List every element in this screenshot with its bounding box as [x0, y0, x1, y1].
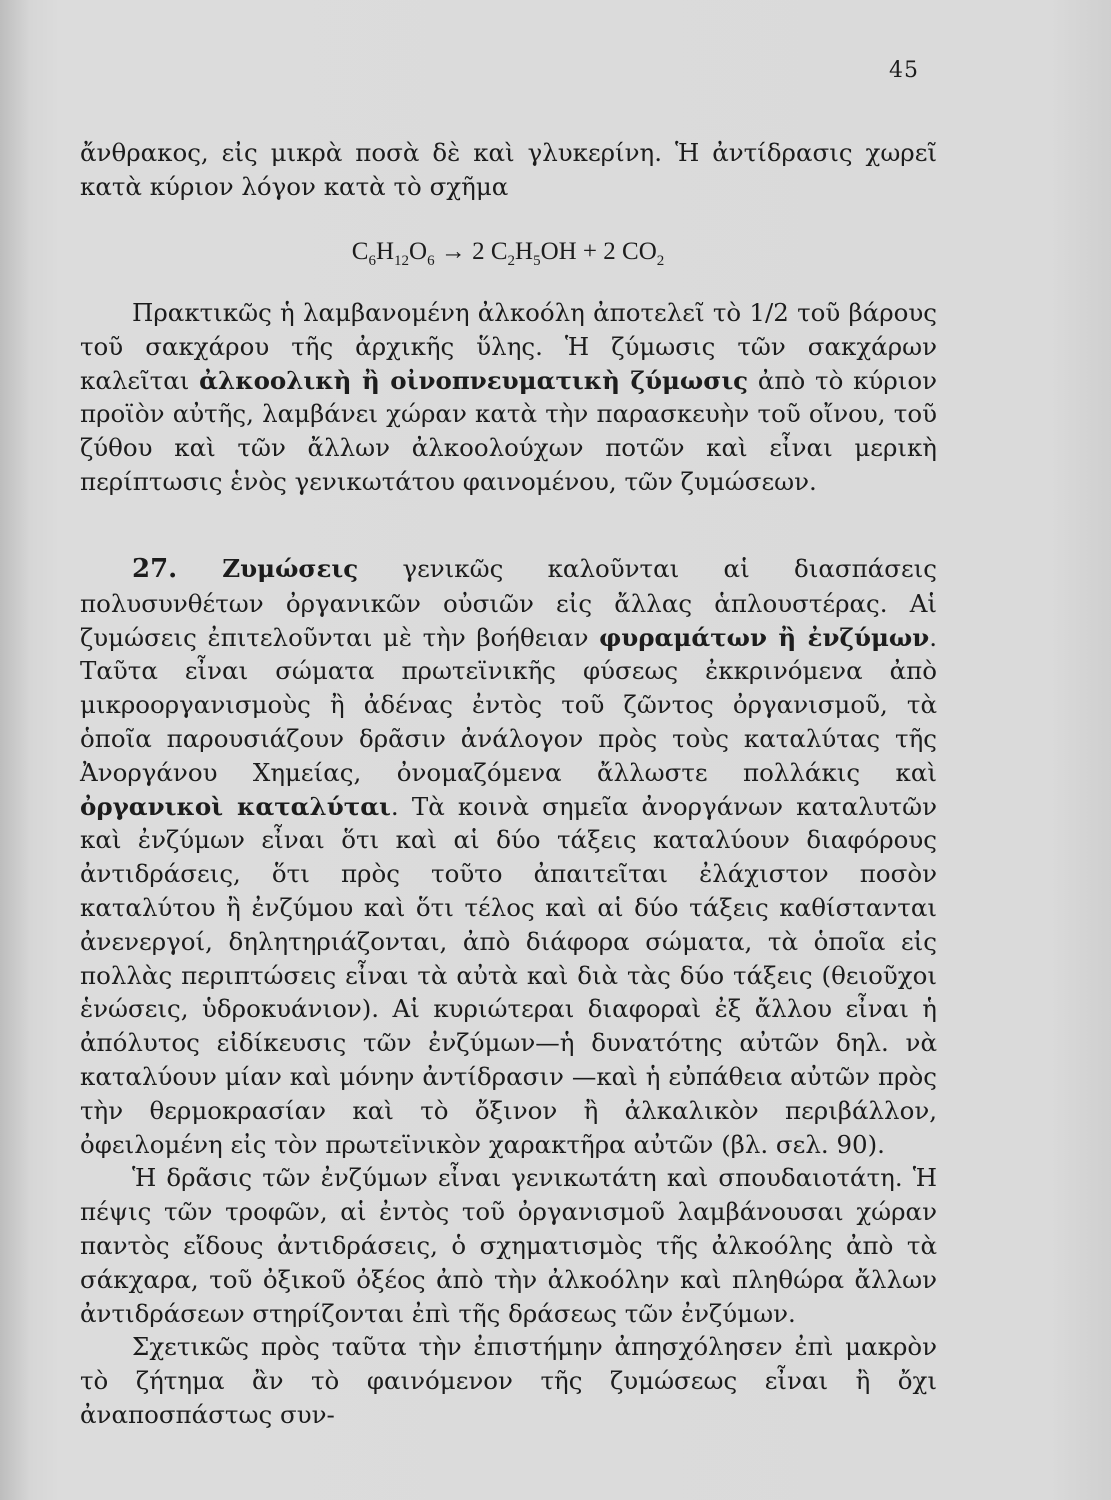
- text-run: . Ταῦτα εἶναι σώματα πρωτεϊνικῆς φύσεως ἐκκρινόμενα ἀπὸ μικροοργανισμοὺς ἢ ἀδένας ἐντὸς τοῦ ζῶντος ὀργανισμοῦ, τὰ ὁποῖα παρουσιάζουν δρᾶσιν ἀνάλογον πρὸς τοὺς καταλύτας τῆς Ἀνοργάνου Χημείας, ὀνομαζόμενα ἄλλωστε πολλάκις καὶ: [80, 622, 938, 787]
- section-paragraph: [80, 552, 937, 1161]
- formula-sub: 12: [394, 253, 409, 269]
- formula-sub: 5: [533, 253, 541, 269]
- section-number: 27.: [132, 554, 178, 584]
- section-heading: Ζυμώσεις: [177, 554, 359, 583]
- bold-term: ἀλκοολικὴ ἢ οἰνοπνευματικὴ ζύμωσις: [199, 365, 749, 395]
- chemical-equation: [0, 238, 1016, 270]
- section-27: [80, 552, 937, 1432]
- bold-term: φυραμάτων ἢ ἐνζύμων: [599, 622, 930, 652]
- bold-term: ὀργανικοὶ καταλύται: [80, 791, 391, 821]
- paragraph-enzyme-action: Ἡ δρᾶσις τῶν ἐνζύμων εἶναι γενικωτάτη καὶ σπουδαιοτάτη. Ἡ πέψις τῶν τροφῶν, αἱ ἐντὸς τοῦ ὀργανισμοῦ λαμβάνουσαι χώραν παντὸς εἴδους ἀντιδράσεις, ὁ σχηματισμὸς τῆς ἀλκοόλης ἀπὸ τὰ σάκχαρα, τοῦ ὀξικοῦ ὀξέος ἀπὸ τὴν ἀλκοόλην καὶ πληθώρα ἄλλων ἀντιδράσεων στηρίζονται ἐπὶ τῆς δράσεως τῶν ἐνζύμων.: [80, 1163, 937, 1328]
- text-run: . Τὰ κοινὰ σημεῖα ἀνοργάνων καταλυτῶν καὶ ἐνζύμων εἶναι ὅτι καὶ αἱ δύο τάξεις καταλύουν διαφόρους ἀντιδράσεις, ὅτι πρὸς τοῦτο ἀπαιτεῖται ἐλάχιστον ποσὸν καταλύτου ἢ ἐνζύμου καὶ ὅτι τέλος καὶ αἱ δύο τάξεις καθίστανται ἀνενεργοί, δηλητηριάζονται, ἀπὸ διάφορα σώματα, τὰ ὁποῖα εἰς πολλὰς περιπτώσεις εἶναι τὰ αὐτὰ καὶ διὰ τὰς δύο τάξεις (θειοῦχοι ἑνώσεις, ὑδροκυάνιον). Αἱ κυριώτεραι διαφοραὶ ἐξ ἄλλου εἶναι ἡ ἀπόλυτος εἰδίκευσις τῶν ἐνζύμων—ἡ δυνατότης αὐτῶν δηλ. νὰ καταλύουν μίαν καὶ μόνην ἀντίδρασιν —καὶ ἡ εὐπάθεια αὐτῶν πρὸς τὴν θερμοκρασίαν καὶ τὸ ὄξινον ἢ ἀλκαλικὸν περιβάλλον, ὀφειλομένη εἰς τὸν πρωτεϊνικὸν χαρακτῆρα αὐτῶν (βλ. σελ. 90).: [80, 791, 937, 1159]
- formula-sub: 2: [656, 253, 665, 269]
- page-number: 45: [889, 58, 919, 83]
- formula-h: H: [375, 238, 394, 265]
- formula-h2: H: [515, 238, 534, 265]
- paragraph-body: [80, 296, 937, 499]
- formula-oh: OH + 2 CO: [540, 238, 657, 265]
- text-run: γενικῶς καλοῦνται αἱ διασπάσεις πολυσυνθέτων ὀργανικῶν οὐσιῶν εἰς ἄλλας ἁπλουστέρας. Αἱ ζυμώσεις ἐπιτελοῦνται μὲ τὴν βοήθειαν: [80, 554, 937, 652]
- text-run: ἀπὸ τὸ κύριον προϊὸν αὐτῆς, λαμβάνει χώραν κατὰ τὴν παρασκευὴν τοῦ οἴνου, τοῦ ζύθου καὶ τῶν ἄλλων ἀλκοολούχων ποτῶν καὶ εἶναι μερικὴ περίπτωσις ἑνὸς γενικωτάτου φαινομένου, τῶν ζυμώσεων.: [80, 365, 937, 496]
- formula-sub: 6: [427, 253, 435, 269]
- paragraph-relation: Σχετικῶς πρὸς ταῦτα τὴν ἐπιστήμην ἀπησχόλησεν ἐπὶ μακρὸν τὸ ζήτημα ἂν τὸ φαινόμενον τῆς ζυμώσεως εἶναι ἢ ὄχι ἀναποσπάστως συν-: [80, 1332, 937, 1429]
- text-run: Πρακτικῶς ἡ λαμβανομένη ἀλκοόλη ἀποτελεῖ τὸ 1/2 τοῦ βάρους τοῦ σακχάρου τῆς ἀρχικῆς ὕλης. Ἡ ζύμωσις τῶν σακχάρων καλεῖται: [80, 298, 937, 395]
- paragraph-practical: [80, 296, 937, 499]
- intro-text: ἄνθρακος, εἰς μικρὰ ποσὰ δὲ καὶ γλυκερίνη. Ἡ ἀντίδρασις χωρεῖ κατὰ κύριον λόγον κατὰ τὸ σχῆμα: [80, 138, 937, 201]
- formula-arrow: → 2 C: [434, 238, 508, 265]
- formula-sub: 6: [368, 253, 376, 269]
- formula-c: C: [351, 238, 369, 265]
- formula-o: O: [409, 238, 428, 265]
- intro-paragraph: [80, 136, 937, 204]
- formula-sub: 2: [507, 253, 515, 269]
